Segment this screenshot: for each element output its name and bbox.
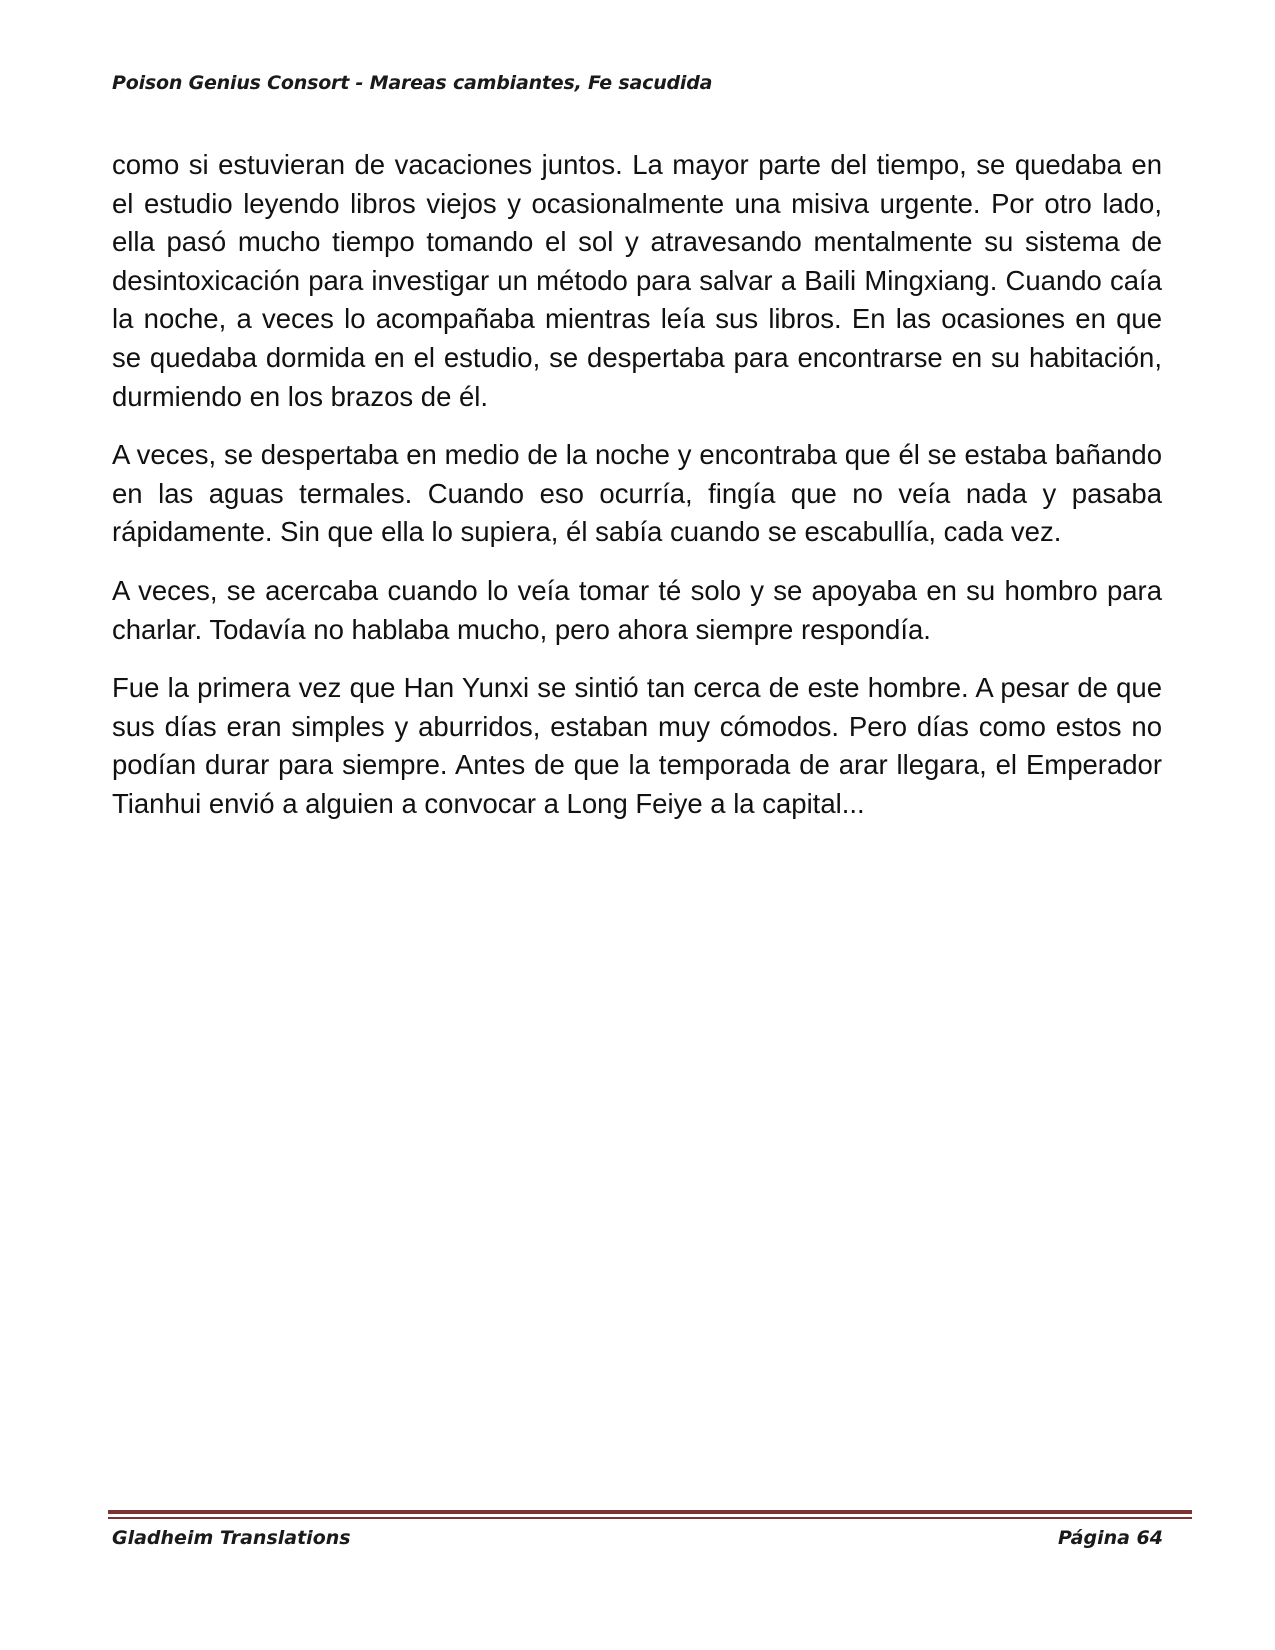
body-text: [112, 146, 1162, 844]
footer-rule-thick: [108, 1510, 1192, 1514]
paragraph-2: A veces, se despertaba en medio de la noche y encontraba que él se estaba bañando en las aguas termales. Cuando eso ocurría, fingía que no veía nada y pasaba rápidamente. Sin que ella lo supiera, él sabía cuando se escabullía, cada vez.: [112, 439, 1162, 548]
paragraph-1: como si estuvieran de vacaciones juntos. La mayor parte del tiempo, se quedaba en el estudio leyendo libros viejos y ocasionalmente una misiva urgente. Por otro lado, ella pasó mucho tiempo tomando el sol y atravesando mentalmente su sistema de desintoxicación para investigar un método para salvar a Baili Mingxiang. Cuando caía la noche, a veces lo acompañaba mientras leía sus libros. En las ocasiones en que se quedaba dormida en el estudio, se despertaba para encontrarse en su habitación, durmiendo en los brazos de él.: [112, 149, 1162, 412]
footer-page-number: Página 64: [1057, 1527, 1163, 1549]
paragraph-3: A veces, se acercaba cuando lo veía tomar té solo y se apoyaba en su hombro para charlar. Todavía no hablaba mucho, pero ahora siempre respondía.: [112, 574, 1162, 645]
footer-publisher: Gladheim Translations: [112, 1527, 351, 1549]
footer-rule-thin: [108, 1517, 1192, 1519]
page-header-title: Poison Genius Consort - Mareas cambiantes, Fe sacudida: [112, 72, 713, 94]
paragraph-4: Fue la primera vez que Han Yunxi se sintió tan cerca de este hombre. A pesar de que sus días eran simples y aburridos, estaban muy cómodos. Pero días como estos no podían durar para siempre. Antes de que la temporada de arar llegara, el Emperador Tianhui envió a alguien a convocar a Long Feiye a la capital...: [112, 672, 1162, 819]
